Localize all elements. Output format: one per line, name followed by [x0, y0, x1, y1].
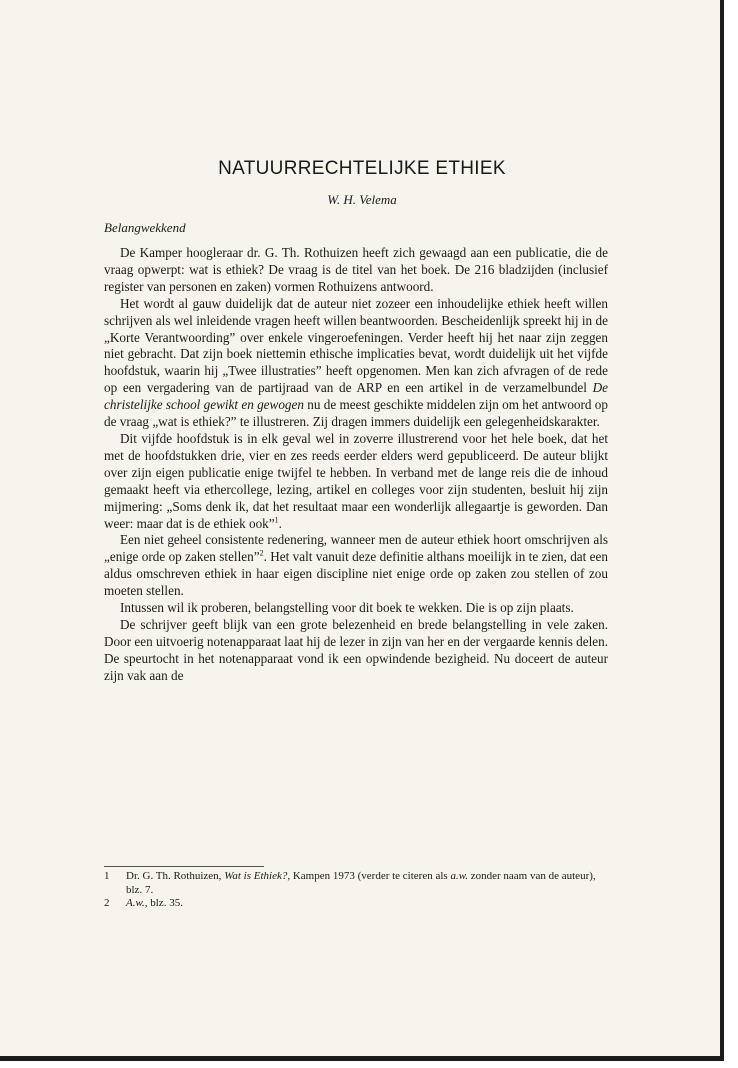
footnote-number: 2: [104, 897, 110, 909]
footnote-1: 1 Dr. G. Th. Rothuizen, Wat is Ethiek?, Kampen 1973 (verder te citeren als a.w. zonder naam van de auteur), blz. 7.: [104, 870, 596, 896]
section-heading: Belangwekkend: [104, 220, 186, 235]
author-name: W. H. Velema: [327, 192, 397, 207]
footnotes: [104, 870, 608, 911]
article-body: [104, 245, 608, 685]
footnote-ref-2[interactable]: 2: [259, 548, 264, 558]
footnote-divider: [104, 866, 264, 867]
paragraph-6: De schrijver geeft blijk van een grote belezenheid en brede belangstelling in vele zaken. Door een uitvoerig notenapparaat laat hij de lezer in zijn van her en der vergaarde kennis delen. De speurtocht in het notenapparaat vond ik een opwindende bezigheid. Nu doceert de auteur zijn vak aan de: [104, 616, 608, 683]
footnote-ref-1[interactable]: 1: [274, 515, 279, 525]
book-title: De christelijke school gewikt en gewogen: [104, 380, 608, 413]
footnote-2: 2 A.w., blz. 35.: [104, 897, 183, 909]
paragraph-2: Het wordt al gauw duidelijk dat de auteur niet zozeer een inhoudelijke ethiek heeft willen schrijven als wel inleidende vragen heeft willen beantwoorden. Bescheidenlijk spreekt hij in de „Korte Verantwoording” over enkele vingeroefeningen. Verder heeft hij het naar zijn zeggen niet gebracht. Dat zijn boek niettemin ethische implicaties bevat, wordt duidelijk uit het vijfde hoofdstuk, waarin hij „Twee illustraties” heeft opgenomen. Men kan zich afvragen of de rede op een vergadering van de partijraad van de ARP en een artikel in de verzamelbundel De christelijke school gewikt en gewogen nu de meest geschikte middelen zijn om het antwoord op de vraag „wat is ethiek?” te illustreren. Zij dragen immers duidelijk een gelegenheidskarakter.: [104, 295, 608, 430]
paragraph-5: Intussen wil ik proberen, belangstelling voor dit boek te wekken. Die is op zijn plaats.: [120, 600, 574, 616]
footnote-number: 1: [104, 870, 110, 882]
article-title: NATUURRECHTELIJKE ETHIEK: [218, 158, 506, 179]
paragraph-4: Een niet geheel consistente redenering, wanneer men de auteur ethiek hoort omschrijven als „enige orde op zaken stellen”$^2$. Het valt vanuit deze definitie althans moeilijk in te zien, dat een aldus omschreven ethiek in haar eigen discipline niet enige orde op zaken zou stellen of zou moeten stellen.: [104, 532, 608, 599]
paragraph-1: De Kamper hoogleraar dr. G. Th. Rothuizen heeft zich gewaagd aan een publicatie, die de vraag opwerpt: wat is ethiek? De vraag is de titel van het boek. De 216 bladzijden (inclusief register van personen en zaken) vormen Rothuizens antwoord.: [104, 245, 608, 294]
paragraph-3: Dit vijfde hoofdstuk is in elk geval wel in zoverre illustrerend voor het hele boek, dat het met de hoofdstukken drie, vier en zes reeds eerder elders werd gepubliceerd. De auteur blijkt over zijn eigen publicatie enige twijfel te hebben. In verband met de lange reis die de inhoud gemaakt heeft via ethercollege, lezing, artikel en colleges voor zijn studenten, besluit hij zijn mijmering: „Soms denk ik, dat het resultaat maar een wonderlijk allegaartje is geworden. Dan weer: maar dat is de ethiek ook”$^1$.: [104, 430, 608, 531]
